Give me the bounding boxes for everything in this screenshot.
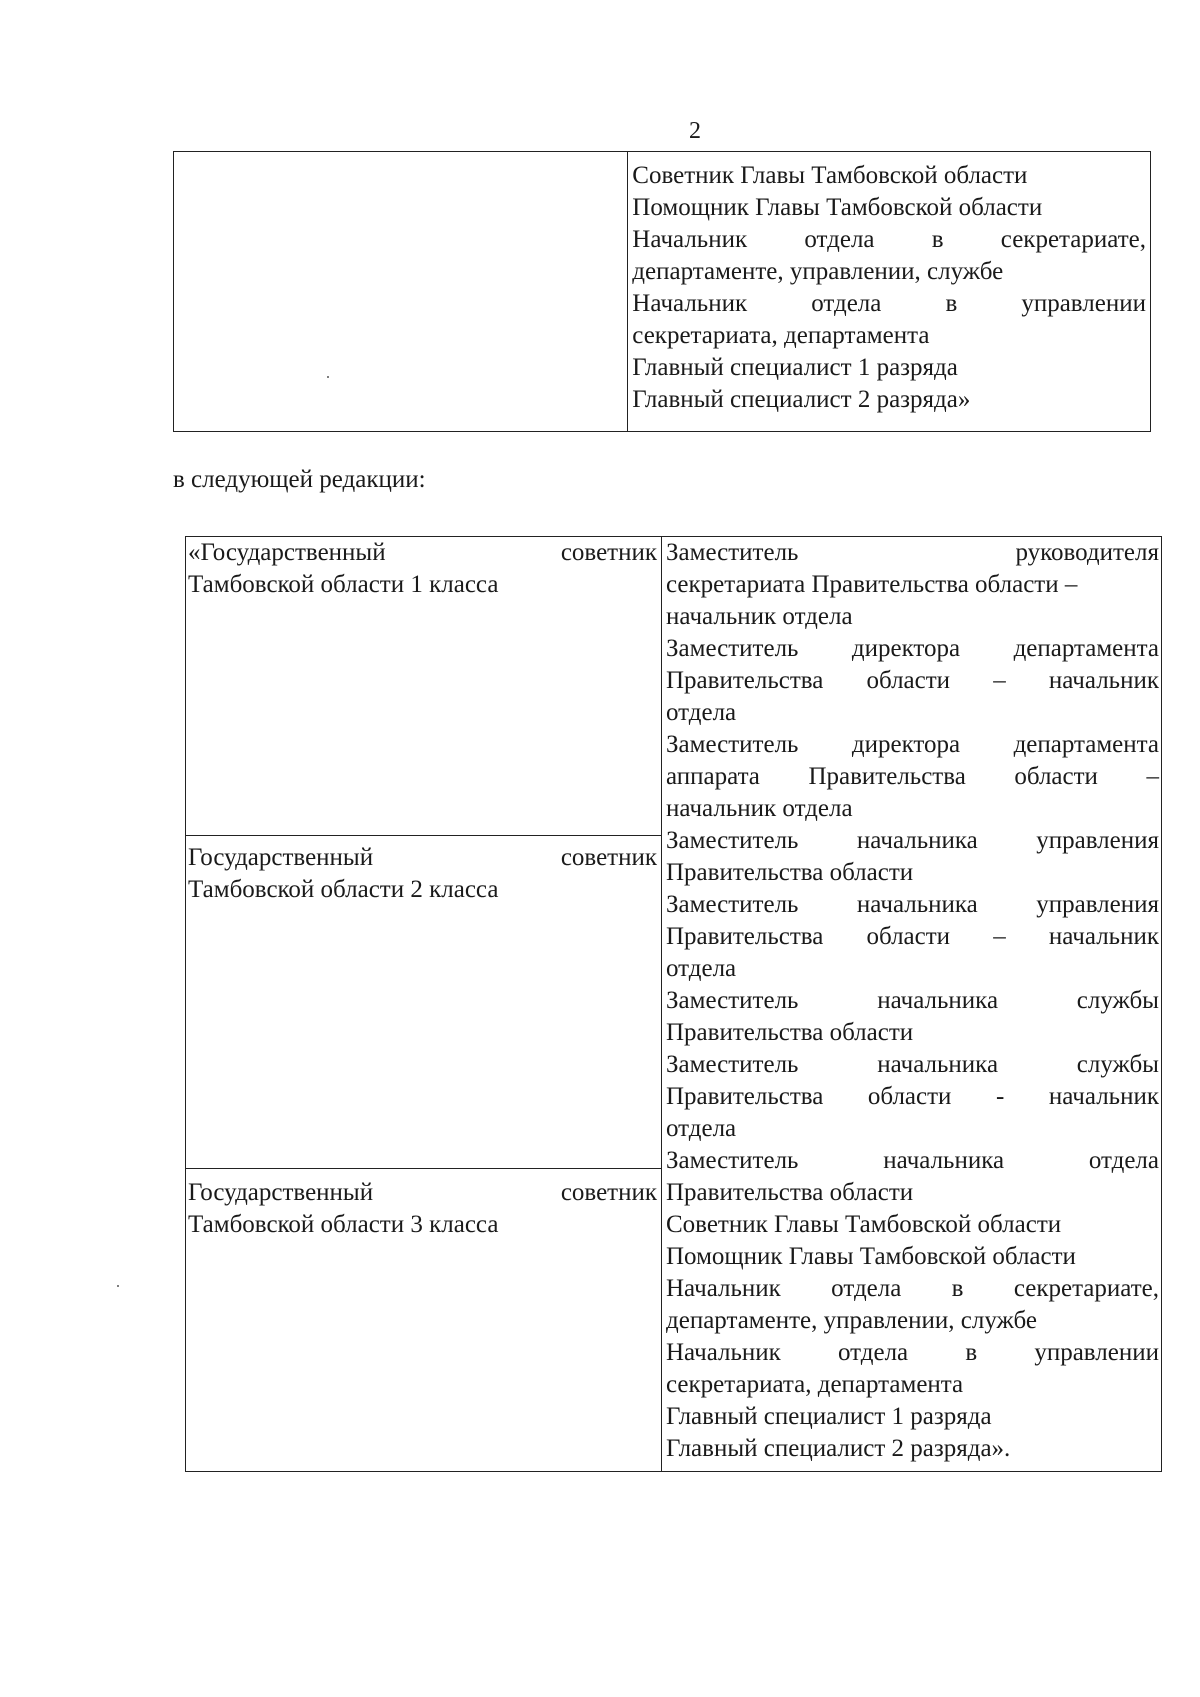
position-line: секретариата, департамента	[666, 1371, 964, 1398]
position-line: Начальник отдела в управлении	[666, 1339, 1159, 1366]
position-line: Заместитель начальника управления	[666, 891, 1159, 918]
class-rank-cell-2	[186, 836, 662, 1168]
previous-edition-left-cell	[174, 152, 628, 432]
position-line: департаменте, управлении, службе	[666, 1307, 1037, 1334]
position-line: аппарата Правительства области –	[666, 763, 1159, 790]
position-line: Советник Главы Тамбовской области	[632, 162, 1028, 189]
position-line: Заместитель начальника службы	[666, 987, 1159, 1014]
position-line: департаменте, управлении, службе	[632, 258, 1004, 285]
position-line: Главный специалист 1 разряда	[632, 354, 958, 381]
position-line: Правительства области	[666, 859, 914, 886]
position-line: Помощник Главы Тамбовской области	[666, 1243, 1076, 1270]
position-line: отдела	[666, 955, 737, 982]
class-rank-region: Тамбовской области 1 класса	[188, 571, 499, 598]
position-line: Главный специалист 2 разряда».	[666, 1435, 1011, 1462]
positions-list	[666, 537, 1159, 1465]
scan-speck	[117, 1285, 119, 1287]
new-edition-table	[185, 536, 1162, 1472]
class-rank-cell-3	[186, 1168, 662, 1471]
position-line: Правительства области – начальник	[666, 667, 1159, 694]
position-line: секретариата, департамента	[632, 322, 930, 349]
class-rank-region: Тамбовской области 3 класса	[188, 1210, 499, 1238]
position-line: Начальник отдела в секретариате,	[632, 226, 1146, 253]
position-line: секретариата Правительства области –	[666, 571, 1078, 598]
previous-edition-table	[173, 151, 1151, 432]
positions-cell	[662, 537, 1162, 1472]
position-line: начальник отдела	[666, 603, 853, 630]
scan-speck	[327, 376, 329, 378]
position-line: Главный специалист 1 разряда	[666, 1403, 992, 1430]
position-line: Заместитель директора департамента	[666, 731, 1159, 758]
position-line: начальник отдела	[666, 795, 853, 822]
position-line: Начальник отдела в секретариате,	[666, 1275, 1159, 1302]
class-rank-title: Государственный советник	[188, 1178, 657, 1206]
position-line: Помощник Главы Тамбовской области	[632, 194, 1043, 221]
position-line: Правительства области - начальник	[666, 1083, 1159, 1110]
position-line: Правительства области – начальник	[666, 923, 1159, 950]
position-line: Начальник отдела в управлении	[632, 290, 1146, 317]
position-line: Правительства области	[666, 1179, 914, 1206]
new-edition-caption: в следующей редакции:	[173, 466, 426, 493]
position-line: Заместитель начальника управления	[666, 827, 1159, 854]
position-line: Советник Главы Тамбовской области	[666, 1211, 1062, 1238]
previous-edition-positions-cell	[628, 152, 1151, 432]
position-line: Заместитель руководителя	[666, 539, 1159, 566]
class-rank-title: «Государственный советник	[188, 539, 657, 566]
position-line: Заместитель директора департамента	[666, 635, 1159, 662]
position-line: Главный специалист 2 разряда»	[632, 386, 971, 413]
class-rank-cell-1	[186, 537, 662, 836]
position-line: Заместитель начальника службы	[666, 1051, 1159, 1078]
position-line: Заместитель начальника отдела	[666, 1147, 1159, 1174]
position-line: отдела	[666, 699, 737, 726]
position-line: Правительства области	[666, 1019, 914, 1046]
class-rank-title: Государственный советник	[188, 844, 657, 872]
page-number: 2	[689, 118, 701, 144]
previous-edition-positions-list	[632, 160, 1146, 416]
position-line: отдела	[666, 1115, 737, 1142]
class-rank-region: Тамбовской области 2 класса	[188, 876, 499, 904]
